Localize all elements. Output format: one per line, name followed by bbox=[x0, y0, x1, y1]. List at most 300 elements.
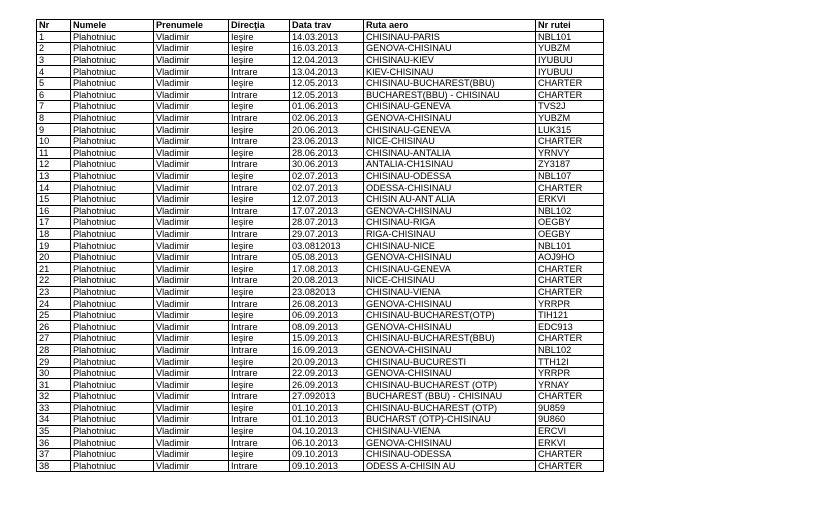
cell-nr: 26 bbox=[37, 321, 71, 333]
cell-data-trav: 27.092013 bbox=[290, 391, 364, 403]
table-row bbox=[37, 228, 604, 240]
cell-nr-rutei: ERCVI bbox=[536, 425, 604, 437]
cell-directia: Ieşire bbox=[229, 147, 290, 159]
header-numele: Numele bbox=[71, 20, 154, 32]
cell-prenumele: Vladimir bbox=[154, 135, 229, 147]
cell-data-trav: 16.03.2013 bbox=[290, 43, 364, 55]
cell-numele: Plahotniuc bbox=[71, 356, 154, 368]
table-row bbox=[37, 263, 604, 275]
cell-numele: Plahotniuc bbox=[71, 437, 154, 449]
table-row bbox=[37, 77, 604, 89]
cell-data-trav: 23.06.2013 bbox=[290, 135, 364, 147]
cell-data-trav: 01.10.2013 bbox=[290, 402, 364, 414]
cell-nr: 11 bbox=[37, 147, 71, 159]
table-row bbox=[37, 275, 604, 287]
header-ruta-aero: Ruta aero bbox=[364, 20, 536, 32]
cell-data-trav: 20.09.2013 bbox=[290, 356, 364, 368]
cell-numele: Plahotniuc bbox=[71, 77, 154, 89]
cell-data-trav: 20.08.2013 bbox=[290, 275, 364, 287]
cell-nr: 9 bbox=[37, 124, 71, 136]
cell-nr-rutei: OEGBY bbox=[536, 217, 604, 229]
cell-directia: Ieşire bbox=[229, 240, 290, 252]
table-row bbox=[37, 112, 604, 124]
cell-data-trav: 12.05.2013 bbox=[290, 77, 364, 89]
cell-nr-rutei: ERKVI bbox=[536, 193, 604, 205]
table-row bbox=[37, 89, 604, 101]
cell-ruta-aero: RIGA-CHISINAU bbox=[364, 228, 536, 240]
cell-nr: 16 bbox=[37, 205, 71, 217]
cell-directia: Intrare bbox=[229, 275, 290, 287]
cell-directia: Intrare bbox=[229, 135, 290, 147]
cell-prenumele: Vladimir bbox=[154, 414, 229, 426]
header-row bbox=[37, 20, 604, 32]
cell-numele: Plahotniuc bbox=[71, 217, 154, 229]
cell-ruta-aero: CHISINAU-BUCHAREST(BBU) bbox=[364, 77, 536, 89]
cell-numele: Plahotniuc bbox=[71, 344, 154, 356]
table-row bbox=[37, 425, 604, 437]
cell-prenumele: Vladimir bbox=[154, 217, 229, 229]
table-row bbox=[37, 147, 604, 159]
cell-nr: 36 bbox=[37, 437, 71, 449]
cell-prenumele: Vladimir bbox=[154, 344, 229, 356]
header-nr: Nr bbox=[37, 20, 71, 32]
cell-numele: Plahotniuc bbox=[71, 251, 154, 263]
cell-prenumele: Vladimir bbox=[154, 402, 229, 414]
cell-numele: Plahotniuc bbox=[71, 112, 154, 124]
table-row bbox=[37, 309, 604, 321]
table-row bbox=[37, 437, 604, 449]
cell-ruta-aero: ODESS A-CHISIN AU bbox=[364, 460, 536, 472]
cell-ruta-aero: CHISINAU-BUCHAREST(BBU) bbox=[364, 333, 536, 345]
cell-directia: Intrare bbox=[229, 321, 290, 333]
cell-nr: 21 bbox=[37, 263, 71, 275]
cell-nr: 34 bbox=[37, 414, 71, 426]
travel-records-table bbox=[36, 19, 604, 472]
table-row bbox=[37, 367, 604, 379]
cell-nr-rutei: CHARTER bbox=[536, 263, 604, 275]
cell-ruta-aero: CHISINAU-GENEVA bbox=[364, 124, 536, 136]
cell-prenumele: Vladimir bbox=[154, 333, 229, 345]
cell-nr-rutei: YRRPR bbox=[536, 367, 604, 379]
cell-ruta-aero: GENOVA-CHISINAU bbox=[364, 251, 536, 263]
cell-directia: Ieşire bbox=[229, 170, 290, 182]
cell-data-trav: 16.09.2013 bbox=[290, 344, 364, 356]
cell-nr: 3 bbox=[37, 54, 71, 66]
cell-directia: Intrare bbox=[229, 367, 290, 379]
table-row bbox=[37, 379, 604, 391]
cell-data-trav: 28.07.2013 bbox=[290, 217, 364, 229]
cell-data-trav: 12.07.2013 bbox=[290, 193, 364, 205]
cell-nr-rutei: NBL102 bbox=[536, 205, 604, 217]
cell-numele: Plahotniuc bbox=[71, 414, 154, 426]
cell-numele: Plahotniuc bbox=[71, 425, 154, 437]
cell-ruta-aero: CHISINAU-ANTALIA bbox=[364, 147, 536, 159]
cell-directia: Intrare bbox=[229, 391, 290, 403]
cell-nr-rutei: CHARTER bbox=[536, 135, 604, 147]
cell-numele: Plahotniuc bbox=[71, 448, 154, 460]
cell-ruta-aero: CHISINAU-BUCHAREST(OTP) bbox=[364, 309, 536, 321]
cell-nr: 29 bbox=[37, 356, 71, 368]
cell-prenumele: Vladimir bbox=[154, 31, 229, 43]
cell-nr-rutei: 9U860 bbox=[536, 414, 604, 426]
cell-directia: Intrare bbox=[229, 159, 290, 171]
cell-nr: 17 bbox=[37, 217, 71, 229]
cell-ruta-aero: BUCHARST (OTP)-CHISINAU bbox=[364, 414, 536, 426]
table-row bbox=[37, 344, 604, 356]
table-row bbox=[37, 43, 604, 55]
cell-nr: 5 bbox=[37, 77, 71, 89]
cell-numele: Plahotniuc bbox=[71, 43, 154, 55]
cell-ruta-aero: ANTALIA-CH1SINAU bbox=[364, 159, 536, 171]
cell-nr: 27 bbox=[37, 333, 71, 345]
cell-nr-rutei: CHARTER bbox=[536, 182, 604, 194]
cell-nr-rutei: ZY3187 bbox=[536, 159, 604, 171]
cell-nr-rutei: CHARTER bbox=[536, 275, 604, 287]
cell-numele: Plahotniuc bbox=[71, 391, 154, 403]
cell-data-trav: 26.09.2013 bbox=[290, 379, 364, 391]
cell-prenumele: Vladimir bbox=[154, 448, 229, 460]
cell-numele: Plahotniuc bbox=[71, 286, 154, 298]
cell-ruta-aero: GENOVA-CHISINAU bbox=[364, 321, 536, 333]
cell-data-trav: 08.09.2013 bbox=[290, 321, 364, 333]
cell-ruta-aero: GENOVA-CHISINAU bbox=[364, 205, 536, 217]
cell-numele: Plahotniuc bbox=[71, 367, 154, 379]
cell-nr-rutei: CHARTER bbox=[536, 391, 604, 403]
cell-ruta-aero: NICE-CHISINAU bbox=[364, 275, 536, 287]
cell-prenumele: Vladimir bbox=[154, 425, 229, 437]
cell-nr: 18 bbox=[37, 228, 71, 240]
cell-data-trav: 06.09.2013 bbox=[290, 309, 364, 321]
cell-nr-rutei: 9U859 bbox=[536, 402, 604, 414]
cell-directia: Ieşire bbox=[229, 263, 290, 275]
cell-nr: 37 bbox=[37, 448, 71, 460]
cell-ruta-aero: CHISINAU-GENEVA bbox=[364, 263, 536, 275]
table-row bbox=[37, 298, 604, 310]
cell-nr-rutei: CHARTER bbox=[536, 448, 604, 460]
cell-nr: 4 bbox=[37, 66, 71, 78]
cell-ruta-aero: CHISINAU-RIGA bbox=[364, 217, 536, 229]
table-row bbox=[37, 205, 604, 217]
cell-nr-rutei: IYUBUU bbox=[536, 54, 604, 66]
cell-numele: Plahotniuc bbox=[71, 170, 154, 182]
cell-directia: Ieşire bbox=[229, 101, 290, 113]
cell-data-trav: 17.08.2013 bbox=[290, 263, 364, 275]
cell-directia: Intrare bbox=[229, 251, 290, 263]
table-row bbox=[37, 448, 604, 460]
cell-numele: Plahotniuc bbox=[71, 54, 154, 66]
cell-directia: Ieşire bbox=[229, 77, 290, 89]
table-row bbox=[37, 391, 604, 403]
cell-directia: Ieşire bbox=[229, 333, 290, 345]
cell-numele: Plahotniuc bbox=[71, 240, 154, 252]
cell-ruta-aero: CHISINAU-BUCHAREST (OTP) bbox=[364, 402, 536, 414]
cell-numele: Plahotniuc bbox=[71, 298, 154, 310]
cell-nr-rutei: CHARTER bbox=[536, 286, 604, 298]
cell-ruta-aero: ODESSA-CHISINAU bbox=[364, 182, 536, 194]
cell-nr-rutei: TIH121 bbox=[536, 309, 604, 321]
cell-directia: Ieşire bbox=[229, 43, 290, 55]
cell-numele: Plahotniuc bbox=[71, 333, 154, 345]
cell-nr: 30 bbox=[37, 367, 71, 379]
cell-ruta-aero: CHISINAU-VIENA bbox=[364, 425, 536, 437]
cell-numele: Plahotniuc bbox=[71, 321, 154, 333]
cell-nr: 35 bbox=[37, 425, 71, 437]
cell-prenumele: Vladimir bbox=[154, 170, 229, 182]
cell-nr: 20 bbox=[37, 251, 71, 263]
cell-directia: Ieşire bbox=[229, 402, 290, 414]
cell-directia: Ieşire bbox=[229, 379, 290, 391]
cell-data-trav: 14.03.2013 bbox=[290, 31, 364, 43]
cell-ruta-aero: CHISINAU-ODESSA bbox=[364, 170, 536, 182]
cell-prenumele: Vladimir bbox=[154, 228, 229, 240]
cell-directia: Ieşire bbox=[229, 309, 290, 321]
cell-nr-rutei: ERKVI bbox=[536, 437, 604, 449]
header-data-trav: Data trav bbox=[290, 20, 364, 32]
table-row bbox=[37, 170, 604, 182]
cell-data-trav: 29.07.2013 bbox=[290, 228, 364, 240]
cell-data-trav: 02.07.2013 bbox=[290, 182, 364, 194]
table-row bbox=[37, 54, 604, 66]
cell-data-trav: 04.10.2013 bbox=[290, 425, 364, 437]
cell-ruta-aero: GENOVA-CHISINAU bbox=[364, 298, 536, 310]
cell-nr-rutei: YUBZM bbox=[536, 43, 604, 55]
table-row bbox=[37, 159, 604, 171]
cell-data-trav: 02.07.2013 bbox=[290, 170, 364, 182]
cell-data-trav: 30.06.2013 bbox=[290, 159, 364, 171]
cell-prenumele: Vladimir bbox=[154, 66, 229, 78]
cell-data-trav: 09.10.2013 bbox=[290, 448, 364, 460]
cell-prenumele: Vladimir bbox=[154, 356, 229, 368]
table-row bbox=[37, 240, 604, 252]
cell-nr-rutei: EDC913 bbox=[536, 321, 604, 333]
cell-ruta-aero: GENOVA-CHISINAU bbox=[364, 112, 536, 124]
cell-data-trav: 12.05.2013 bbox=[290, 89, 364, 101]
cell-ruta-aero: CHISINAU-BUCURESTI bbox=[364, 356, 536, 368]
cell-nr-rutei: NBL107 bbox=[536, 170, 604, 182]
cell-prenumele: Vladimir bbox=[154, 251, 229, 263]
cell-numele: Plahotniuc bbox=[71, 379, 154, 391]
table-row bbox=[37, 31, 604, 43]
header-directia: Direcţia bbox=[229, 20, 290, 32]
cell-prenumele: Vladimir bbox=[154, 379, 229, 391]
cell-ruta-aero: NICE-CHISINAU bbox=[364, 135, 536, 147]
cell-nr: 25 bbox=[37, 309, 71, 321]
cell-nr: 15 bbox=[37, 193, 71, 205]
cell-directia: Intrare bbox=[229, 66, 290, 78]
cell-directia: Intrare bbox=[229, 112, 290, 124]
cell-nr: 32 bbox=[37, 391, 71, 403]
cell-prenumele: Vladimir bbox=[154, 182, 229, 194]
table-row bbox=[37, 321, 604, 333]
cell-nr: 24 bbox=[37, 298, 71, 310]
cell-data-trav: 23.082013 bbox=[290, 286, 364, 298]
cell-prenumele: Vladimir bbox=[154, 286, 229, 298]
cell-nr-rutei: OEGBY bbox=[536, 228, 604, 240]
cell-directia: Intrare bbox=[229, 89, 290, 101]
cell-directia: Intrare bbox=[229, 228, 290, 240]
cell-nr: 10 bbox=[37, 135, 71, 147]
cell-nr: 23 bbox=[37, 286, 71, 298]
cell-prenumele: Vladimir bbox=[154, 124, 229, 136]
cell-prenumele: Vladimir bbox=[154, 298, 229, 310]
cell-prenumele: Vladimir bbox=[154, 112, 229, 124]
cell-ruta-aero: CHISINAU-ODESSA bbox=[364, 448, 536, 460]
table-row bbox=[37, 217, 604, 229]
cell-ruta-aero: BUCHAREST(BBU) - CHISINAU bbox=[364, 89, 536, 101]
cell-data-trav: 09.10.2013 bbox=[290, 460, 364, 472]
cell-prenumele: Vladimir bbox=[154, 263, 229, 275]
cell-nr: 31 bbox=[37, 379, 71, 391]
table-row bbox=[37, 193, 604, 205]
cell-numele: Plahotniuc bbox=[71, 275, 154, 287]
cell-nr-rutei: YRRPR bbox=[536, 298, 604, 310]
cell-prenumele: Vladimir bbox=[154, 321, 229, 333]
cell-prenumele: Vladimir bbox=[154, 460, 229, 472]
cell-prenumele: Vladimir bbox=[154, 54, 229, 66]
cell-directia: Ieşire bbox=[229, 356, 290, 368]
cell-nr: 28 bbox=[37, 344, 71, 356]
header-prenumele: Prenumele bbox=[154, 20, 229, 32]
cell-numele: Plahotniuc bbox=[71, 66, 154, 78]
cell-numele: Plahotniuc bbox=[71, 147, 154, 159]
cell-prenumele: Vladimir bbox=[154, 89, 229, 101]
table-row bbox=[37, 286, 604, 298]
cell-prenumele: Vladimir bbox=[154, 43, 229, 55]
cell-nr-rutei: CHARTER bbox=[536, 77, 604, 89]
cell-data-trav: 12.04.2013 bbox=[290, 54, 364, 66]
cell-ruta-aero: CHISINAU-VIENA bbox=[364, 286, 536, 298]
cell-directia: Intrare bbox=[229, 437, 290, 449]
cell-directia: Ieşire bbox=[229, 193, 290, 205]
cell-prenumele: Vladimir bbox=[154, 147, 229, 159]
cell-ruta-aero: BUCHAREST (BBU) - CHISINAU bbox=[364, 391, 536, 403]
cell-nr-rutei: YRNAY bbox=[536, 379, 604, 391]
cell-numele: Plahotniuc bbox=[71, 460, 154, 472]
table-row bbox=[37, 66, 604, 78]
cell-nr-rutei: TVS2J bbox=[536, 101, 604, 113]
cell-prenumele: Vladimir bbox=[154, 367, 229, 379]
cell-ruta-aero: CHISINAU-PARIS bbox=[364, 31, 536, 43]
cell-nr-rutei: IYUBUU bbox=[536, 66, 604, 78]
cell-directia: Intrare bbox=[229, 205, 290, 217]
cell-prenumele: Vladimir bbox=[154, 159, 229, 171]
cell-ruta-aero: GENOVA-CHISINAU bbox=[364, 437, 536, 449]
cell-data-trav: 22.09.2013 bbox=[290, 367, 364, 379]
cell-ruta-aero: CHISINAU-KIEV bbox=[364, 54, 536, 66]
cell-ruta-aero: GENOVA-CHISINAU bbox=[364, 43, 536, 55]
cell-ruta-aero: CHISINAU-GENEVA bbox=[364, 101, 536, 113]
cell-directia: Intrare bbox=[229, 344, 290, 356]
cell-prenumele: Vladimir bbox=[154, 240, 229, 252]
cell-nr-rutei: LUK315 bbox=[536, 124, 604, 136]
cell-numele: Plahotniuc bbox=[71, 31, 154, 43]
cell-nr: 8 bbox=[37, 112, 71, 124]
cell-ruta-aero: GENOVA-CHISINAU bbox=[364, 344, 536, 356]
cell-data-trav: 13.04.2013 bbox=[290, 66, 364, 78]
table-row bbox=[37, 333, 604, 345]
cell-ruta-aero: KIEV-CHISINAU bbox=[364, 66, 536, 78]
cell-nr-rutei: CHARTER bbox=[536, 460, 604, 472]
cell-numele: Plahotniuc bbox=[71, 402, 154, 414]
cell-ruta-aero: CHISINAU-BUCHAREST (OTP) bbox=[364, 379, 536, 391]
cell-nr-rutei: YUBZM bbox=[536, 112, 604, 124]
cell-ruta-aero: CHISINAU-NICE bbox=[364, 240, 536, 252]
cell-nr: 33 bbox=[37, 402, 71, 414]
cell-nr-rutei: NBL101 bbox=[536, 31, 604, 43]
cell-nr-rutei: TTH12I bbox=[536, 356, 604, 368]
cell-numele: Plahotniuc bbox=[71, 101, 154, 113]
cell-data-trav: 17.07.2013 bbox=[290, 205, 364, 217]
cell-nr-rutei: AOJ9HO bbox=[536, 251, 604, 263]
cell-directia: Ieşire bbox=[229, 286, 290, 298]
cell-prenumele: Vladimir bbox=[154, 309, 229, 321]
cell-directia: Intrare bbox=[229, 414, 290, 426]
cell-prenumele: Vladimir bbox=[154, 391, 229, 403]
cell-directia: Ieşire bbox=[229, 124, 290, 136]
cell-nr: 6 bbox=[37, 89, 71, 101]
cell-prenumele: Vladimir bbox=[154, 205, 229, 217]
cell-directia: Intrare bbox=[229, 460, 290, 472]
cell-nr: 14 bbox=[37, 182, 71, 194]
cell-nr: 1 bbox=[37, 31, 71, 43]
cell-data-trav: 01.06.2013 bbox=[290, 101, 364, 113]
header-nr-rutei: Nr rutei bbox=[536, 20, 604, 32]
cell-data-trav: 02.06.2013 bbox=[290, 112, 364, 124]
table-row bbox=[37, 356, 604, 368]
cell-data-trav: 26.08.2013 bbox=[290, 298, 364, 310]
cell-nr-rutei: YRNVY bbox=[536, 147, 604, 159]
cell-nr: 7 bbox=[37, 101, 71, 113]
cell-numele: Plahotniuc bbox=[71, 159, 154, 171]
cell-directia: Ieşire bbox=[229, 54, 290, 66]
cell-nr: 38 bbox=[37, 460, 71, 472]
table-row bbox=[37, 251, 604, 263]
cell-prenumele: Vladimir bbox=[154, 193, 229, 205]
cell-data-trav: 15.09.2013 bbox=[290, 333, 364, 345]
table-row bbox=[37, 402, 604, 414]
cell-nr: 22 bbox=[37, 275, 71, 287]
cell-nr: 2 bbox=[37, 43, 71, 55]
cell-directia: Intrare bbox=[229, 298, 290, 310]
table-row bbox=[37, 460, 604, 472]
cell-directia: Intrare bbox=[229, 182, 290, 194]
cell-numele: Plahotniuc bbox=[71, 193, 154, 205]
cell-ruta-aero: CHISIN AU-ANT ALIA bbox=[364, 193, 536, 205]
cell-directia: Ieşire bbox=[229, 448, 290, 460]
cell-numele: Plahotniuc bbox=[71, 89, 154, 101]
cell-directia: Ieşire bbox=[229, 31, 290, 43]
table-row bbox=[37, 182, 604, 194]
cell-data-trav: 03.0812013 bbox=[290, 240, 364, 252]
cell-data-trav: 20.06.2013 bbox=[290, 124, 364, 136]
cell-prenumele: Vladimir bbox=[154, 275, 229, 287]
cell-directia: Ieşire bbox=[229, 425, 290, 437]
cell-numele: Plahotniuc bbox=[71, 205, 154, 217]
cell-nr: 12 bbox=[37, 159, 71, 171]
cell-data-trav: 05.08.2013 bbox=[290, 251, 364, 263]
cell-numele: Plahotniuc bbox=[71, 228, 154, 240]
table-row bbox=[37, 135, 604, 147]
cell-directia: Ieşire bbox=[229, 217, 290, 229]
cell-numele: Plahotniuc bbox=[71, 124, 154, 136]
cell-nr-rutei: NBL101 bbox=[536, 240, 604, 252]
cell-data-trav: 01.10.2013 bbox=[290, 414, 364, 426]
cell-prenumele: Vladimir bbox=[154, 437, 229, 449]
cell-nr: 13 bbox=[37, 170, 71, 182]
cell-numele: Plahotniuc bbox=[71, 309, 154, 321]
cell-nr-rutei: NBL102 bbox=[536, 344, 604, 356]
cell-prenumele: Vladimir bbox=[154, 101, 229, 113]
